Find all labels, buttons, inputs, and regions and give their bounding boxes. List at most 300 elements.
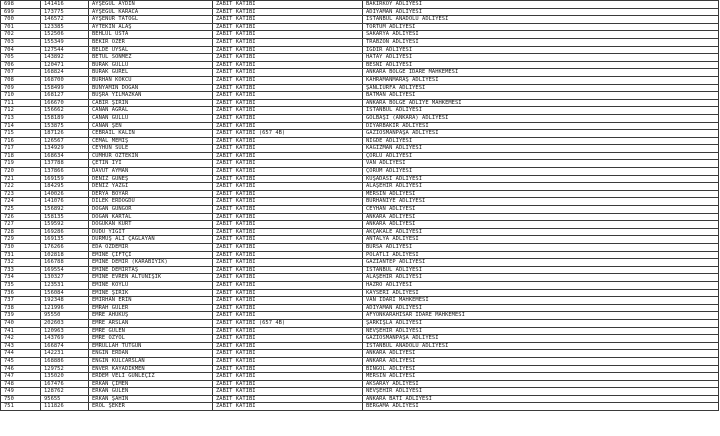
table-row bbox=[1, 342, 719, 350]
registry-number-cell: 169554 bbox=[41, 266, 89, 274]
full-name-cell: DOĞUKAN KURT bbox=[89, 221, 213, 229]
row-number-cell: 726 bbox=[1, 213, 41, 221]
title-cell: ZABIT KATİBİ (657 4B) bbox=[213, 130, 363, 138]
title-cell: ZABIT KATİBİ bbox=[213, 312, 363, 320]
full-name-cell: EMRE GÜLEN bbox=[89, 327, 213, 335]
row-number-cell: 751 bbox=[1, 403, 41, 411]
court-office-cell: TRABZON ADLİYESİ bbox=[363, 38, 719, 46]
title-cell: ZABIT KATİBİ bbox=[213, 388, 363, 396]
title-cell: ZABIT KATİBİ bbox=[213, 175, 363, 183]
title-cell: ZABIT KATİBİ bbox=[213, 137, 363, 145]
table-row bbox=[1, 1, 719, 9]
registry-number-cell: 156084 bbox=[41, 289, 89, 297]
court-office-cell: KAYSERİ ADLİYESİ bbox=[363, 289, 719, 297]
full-name-cell: DENİZ GÜNEŞ bbox=[89, 175, 213, 183]
full-name-cell: EMRAH GÜLER bbox=[89, 304, 213, 312]
registry-number-cell: 121996 bbox=[41, 304, 89, 312]
full-name-cell: CABİR ŞİRİN bbox=[89, 99, 213, 107]
table-row bbox=[1, 183, 719, 191]
registry-number-cell: 126567 bbox=[41, 137, 89, 145]
court-office-cell: İSTANBUL ADLİYESİ bbox=[363, 107, 719, 115]
full-name-cell: DİLEK ERDOĞDU bbox=[89, 198, 213, 206]
title-cell: ZABIT KATİBİ bbox=[213, 190, 363, 198]
row-number-cell: 700 bbox=[1, 16, 41, 24]
table-row bbox=[1, 289, 719, 297]
title-cell: ZABIT KATİBİ bbox=[213, 183, 363, 191]
title-cell: ZABIT KATİBİ bbox=[213, 54, 363, 62]
row-number-cell: 717 bbox=[1, 145, 41, 153]
title-cell: ZABIT KATİBİ bbox=[213, 152, 363, 160]
full-name-cell: BELDE UYSAL bbox=[89, 46, 213, 54]
court-office-cell: NEVŞEHİR ADLİYESİ bbox=[363, 388, 719, 396]
court-office-cell: VAN İDARİ MAHKEMESİ bbox=[363, 297, 719, 305]
court-office-cell: TORTUM ADLİYESİ bbox=[363, 23, 719, 31]
title-cell: ZABIT KATİBİ bbox=[213, 228, 363, 236]
title-cell: ZABIT KATİBİ bbox=[213, 92, 363, 100]
court-office-cell: ANKARA ADLİYESİ bbox=[363, 221, 719, 229]
court-office-cell: NİĞDE ADLİYESİ bbox=[363, 137, 719, 145]
table-row bbox=[1, 327, 719, 335]
row-number-cell: 704 bbox=[1, 46, 41, 54]
registry-number-cell: 153875 bbox=[41, 122, 89, 130]
full-name-cell: CEMAL MEMİŞ bbox=[89, 137, 213, 145]
court-office-cell: ANKARA BÖLGE ADLİYE MAHKEMESİ bbox=[363, 99, 719, 107]
row-number-cell: 713 bbox=[1, 114, 41, 122]
title-cell: ZABIT KATİBİ bbox=[213, 289, 363, 297]
title-cell: ZABIT KATİBİ bbox=[213, 122, 363, 130]
registry-number-cell: 168634 bbox=[41, 152, 89, 160]
full-name-cell: EMİNE ÇİFTÇİ bbox=[89, 251, 213, 259]
table-row bbox=[1, 395, 719, 403]
row-number-cell: 709 bbox=[1, 84, 41, 92]
registry-number-cell: 156892 bbox=[41, 206, 89, 214]
full-name-cell: EMİNE DEMİRTAŞ bbox=[89, 266, 213, 274]
title-cell: ZABIT KATİBİ bbox=[213, 244, 363, 252]
row-number-cell: 720 bbox=[1, 168, 41, 176]
row-number-cell: 746 bbox=[1, 365, 41, 373]
row-number-cell: 734 bbox=[1, 274, 41, 282]
title-cell: ZABIT KATİBİ bbox=[213, 373, 363, 381]
table-row bbox=[1, 122, 719, 130]
registry-number-cell: 137788 bbox=[41, 160, 89, 168]
full-name-cell: EDA ÖZDEMİR bbox=[89, 244, 213, 252]
title-cell: ZABIT KATİBİ bbox=[213, 213, 363, 221]
title-cell: ZABIT KATİBİ bbox=[213, 1, 363, 9]
title-cell: ZABIT KATİBİ bbox=[213, 46, 363, 54]
table-row bbox=[1, 266, 719, 274]
table-row bbox=[1, 236, 719, 244]
row-number-cell: 724 bbox=[1, 198, 41, 206]
row-number-cell: 737 bbox=[1, 297, 41, 305]
registry-number-cell: 127544 bbox=[41, 46, 89, 54]
full-name-cell: ENVER KAYADİKMEN bbox=[89, 365, 213, 373]
row-number-cell: 750 bbox=[1, 395, 41, 403]
title-cell: ZABIT KATİBİ bbox=[213, 107, 363, 115]
table-row bbox=[1, 380, 719, 388]
table-row bbox=[1, 319, 719, 327]
table-row bbox=[1, 365, 719, 373]
registry-number-cell: 187126 bbox=[41, 130, 89, 138]
table-row bbox=[1, 84, 719, 92]
row-number-cell: 718 bbox=[1, 152, 41, 160]
table-row bbox=[1, 206, 719, 214]
registry-number-cell: 169159 bbox=[41, 175, 89, 183]
row-number-cell: 738 bbox=[1, 304, 41, 312]
registry-number-cell: 156662 bbox=[41, 107, 89, 115]
table-row bbox=[1, 69, 719, 77]
full-name-cell: CEBRAİL KALIN bbox=[89, 130, 213, 138]
court-office-cell: ANKARA ADLİYESİ bbox=[363, 213, 719, 221]
table-row bbox=[1, 130, 719, 138]
full-name-cell: ERKAN ÇİMEN bbox=[89, 380, 213, 388]
title-cell: ZABIT KATİBİ bbox=[213, 350, 363, 358]
row-number-cell: 706 bbox=[1, 61, 41, 69]
court-office-cell: ANTALYA ADLİYESİ bbox=[363, 236, 719, 244]
full-name-cell: EMİRHAN ERİN bbox=[89, 297, 213, 305]
table-row bbox=[1, 274, 719, 282]
row-number-cell: 701 bbox=[1, 23, 41, 31]
court-office-cell: SAKARYA ADLİYESİ bbox=[363, 31, 719, 39]
title-cell: ZABIT KATİBİ bbox=[213, 99, 363, 107]
title-cell: ZABIT KATİBİ bbox=[213, 114, 363, 122]
full-name-cell: BURHAN KOKCU bbox=[89, 76, 213, 84]
title-cell: ZABIT KATİBİ bbox=[213, 198, 363, 206]
registry-number-cell: 184295 bbox=[41, 183, 89, 191]
full-name-cell: CANAN GÜLLÜ bbox=[89, 114, 213, 122]
title-cell: ZABIT KATİBİ bbox=[213, 380, 363, 388]
full-name-cell: ENGİN ERDAN bbox=[89, 350, 213, 358]
court-office-cell: ANKARA BATI ADLİYESİ bbox=[363, 395, 719, 403]
table-row bbox=[1, 23, 719, 31]
table-row bbox=[1, 152, 719, 160]
row-number-cell: 744 bbox=[1, 350, 41, 358]
full-name-cell: EMRE AHUKUŞ bbox=[89, 312, 213, 320]
full-name-cell: DAVUT AYMAN bbox=[89, 168, 213, 176]
table-body bbox=[1, 1, 719, 411]
table-row bbox=[1, 281, 719, 289]
registry-number-cell: 176266 bbox=[41, 244, 89, 252]
row-number-cell: 727 bbox=[1, 221, 41, 229]
row-number-cell: 742 bbox=[1, 335, 41, 343]
court-office-cell: NEVŞEHİR ADLİYESİ bbox=[363, 327, 719, 335]
row-number-cell: 719 bbox=[1, 160, 41, 168]
full-name-cell: ENGİN KULCARSLAN bbox=[89, 357, 213, 365]
registry-number-cell: 202603 bbox=[41, 319, 89, 327]
court-office-cell: BİNGÖL ADLİYESİ bbox=[363, 365, 719, 373]
court-office-cell: ÇORUM ADLİYESİ bbox=[363, 168, 719, 176]
title-cell: ZABIT KATİBİ bbox=[213, 365, 363, 373]
title-cell: ZABIT KATİBİ bbox=[213, 69, 363, 77]
full-name-cell: AYŞEGÜL KARACA bbox=[89, 8, 213, 16]
full-name-cell: EMRULLAH TUTGUN bbox=[89, 342, 213, 350]
table-row bbox=[1, 46, 719, 54]
row-number-cell: 745 bbox=[1, 357, 41, 365]
registry-number-cell: 159592 bbox=[41, 221, 89, 229]
title-cell: ZABIT KATİBİ bbox=[213, 160, 363, 168]
row-number-cell: 729 bbox=[1, 236, 41, 244]
registry-number-cell: 120471 bbox=[41, 61, 89, 69]
row-number-cell: 715 bbox=[1, 130, 41, 138]
row-number-cell: 747 bbox=[1, 373, 41, 381]
row-number-cell: 705 bbox=[1, 54, 41, 62]
registry-number-cell: 168700 bbox=[41, 76, 89, 84]
full-name-cell: DENİZ YAZGI bbox=[89, 183, 213, 191]
court-office-cell: GAZİANTEP ADLİYESİ bbox=[363, 259, 719, 267]
title-cell: ZABIT KATİBİ bbox=[213, 335, 363, 343]
title-cell: ZABIT KATİBİ bbox=[213, 403, 363, 411]
title-cell: ZABIT KATİBİ bbox=[213, 251, 363, 259]
court-office-cell: IĞDIR ADLİYESİ bbox=[363, 46, 719, 54]
registry-number-cell: 140026 bbox=[41, 190, 89, 198]
row-number-cell: 748 bbox=[1, 380, 41, 388]
registry-number-cell: 167476 bbox=[41, 380, 89, 388]
title-cell: ZABIT KATİBİ bbox=[213, 357, 363, 365]
row-number-cell: 740 bbox=[1, 319, 41, 327]
court-office-cell: BURSA ADLİYESİ bbox=[363, 244, 719, 252]
title-cell: ZABIT KATİBİ bbox=[213, 38, 363, 46]
full-name-cell: CANAN ŞEN bbox=[89, 122, 213, 130]
full-name-cell: EROL ŞEKER bbox=[89, 403, 213, 411]
full-name-cell: AYŞEGÜL AYDIN bbox=[89, 1, 213, 9]
row-number-cell: 732 bbox=[1, 259, 41, 267]
title-cell: ZABIT KATİBİ bbox=[213, 23, 363, 31]
registry-number-cell: 192348 bbox=[41, 297, 89, 305]
court-office-cell: CEYHAN ADLİYESİ bbox=[363, 206, 719, 214]
row-number-cell: 728 bbox=[1, 228, 41, 236]
table-row bbox=[1, 373, 719, 381]
court-office-cell: İSTANBUL ANADOLU ADLİYESİ bbox=[363, 342, 719, 350]
court-office-cell: GAZİOSMANPAŞA ADLİYESİ bbox=[363, 335, 719, 343]
title-cell: ZABIT KATİBİ bbox=[213, 168, 363, 176]
court-office-cell: ÇORLU ADLİYESİ bbox=[363, 152, 719, 160]
registry-number-cell: 158135 bbox=[41, 213, 89, 221]
court-office-cell: KAHRAMANMARAŞ ADLİYESİ bbox=[363, 76, 719, 84]
registry-number-cell: 146572 bbox=[41, 16, 89, 24]
full-name-cell: DURMUŞ ALİ ÇAĞLAYAN bbox=[89, 236, 213, 244]
title-cell: ZABIT KATİBİ bbox=[213, 16, 363, 24]
table-row bbox=[1, 168, 719, 176]
court-office-cell: KAĞIZMAN ADLİYESİ bbox=[363, 145, 719, 153]
full-name-cell: BÜŞRA YILMAZKAN bbox=[89, 92, 213, 100]
court-office-cell: ANKARA BÖLGE İDARE MAHKEMESİ bbox=[363, 69, 719, 77]
table-row bbox=[1, 61, 719, 69]
court-office-cell: GAZİOSMANPAŞA ADLİYESİ bbox=[363, 130, 719, 138]
table-row bbox=[1, 54, 719, 62]
full-name-cell: DERYA BOYAR bbox=[89, 190, 213, 198]
title-cell: ZABIT KATİBİ bbox=[213, 31, 363, 39]
court-office-cell: ALAŞEHİR ADLİYESİ bbox=[363, 274, 719, 282]
registry-number-cell: 168886 bbox=[41, 357, 89, 365]
row-number-cell: 736 bbox=[1, 289, 41, 297]
court-office-cell: ADIYAMAN ADLİYESİ bbox=[363, 304, 719, 312]
title-cell: ZABIT KATİBİ bbox=[213, 281, 363, 289]
row-number-cell: 722 bbox=[1, 183, 41, 191]
full-name-cell: AYTEKİN ALAŞ bbox=[89, 23, 213, 31]
full-name-cell: ERKAN GÜLEN bbox=[89, 388, 213, 396]
title-cell: ZABIT KATİBİ bbox=[213, 236, 363, 244]
registry-number-cell: 128762 bbox=[41, 388, 89, 396]
full-name-cell: BURAK GÜREL bbox=[89, 69, 213, 77]
full-name-cell: CUMHUR ÖZTEKİN bbox=[89, 152, 213, 160]
table-row bbox=[1, 213, 719, 221]
court-office-cell: BAKIRKÖY ADLİYESİ bbox=[363, 1, 719, 9]
row-number-cell: 723 bbox=[1, 190, 41, 198]
registry-number-cell: 169286 bbox=[41, 228, 89, 236]
court-office-cell: İSTANBUL ANADOLU ADLİYESİ bbox=[363, 16, 719, 24]
title-cell: ZABIT KATİBİ bbox=[213, 259, 363, 267]
registry-number-cell: 130327 bbox=[41, 274, 89, 282]
row-number-cell: 708 bbox=[1, 76, 41, 84]
table-row bbox=[1, 198, 719, 206]
full-name-cell: DOĞAN GÜNGÖR bbox=[89, 206, 213, 214]
table-row bbox=[1, 350, 719, 358]
table-row bbox=[1, 335, 719, 343]
full-name-cell: BÜNYAMİN DOĞAN bbox=[89, 84, 213, 92]
row-number-cell: 711 bbox=[1, 99, 41, 107]
court-office-cell: İSTANBUL ADLİYESİ bbox=[363, 266, 719, 274]
court-office-cell: GÖLBAŞI (ANKARA) ADLİYESİ bbox=[363, 114, 719, 122]
court-office-cell: ANKARA ADLİYESİ bbox=[363, 350, 719, 358]
full-name-cell: EMİNE DEMİR (KARABIYIK) bbox=[89, 259, 213, 267]
full-name-cell: BEKİR ÖZER bbox=[89, 38, 213, 46]
registry-number-cell: 141076 bbox=[41, 198, 89, 206]
row-number-cell: 716 bbox=[1, 137, 41, 145]
registry-number-cell: 137866 bbox=[41, 168, 89, 176]
registry-number-cell: 134929 bbox=[41, 145, 89, 153]
table-row bbox=[1, 259, 719, 267]
table-row bbox=[1, 388, 719, 396]
registry-number-cell: 111826 bbox=[41, 403, 89, 411]
title-cell: ZABIT KATİBİ bbox=[213, 327, 363, 335]
full-name-cell: ÇETİN İYİ bbox=[89, 160, 213, 168]
row-number-cell: 730 bbox=[1, 244, 41, 252]
registry-number-cell: 143892 bbox=[41, 54, 89, 62]
title-cell: ZABIT KATİBİ bbox=[213, 84, 363, 92]
registry-number-cell: 152506 bbox=[41, 31, 89, 39]
row-number-cell: 725 bbox=[1, 206, 41, 214]
registry-number-cell: 169135 bbox=[41, 236, 89, 244]
full-name-cell: EMİNE KÖYLÜ bbox=[89, 281, 213, 289]
full-name-cell: CEYHUN SÜLE bbox=[89, 145, 213, 153]
table-row bbox=[1, 137, 719, 145]
row-number-cell: 707 bbox=[1, 69, 41, 77]
court-office-cell: DİYARBAKIR ADLİYESİ bbox=[363, 122, 719, 130]
title-cell: ZABIT KATİBİ bbox=[213, 395, 363, 403]
title-cell: ZABIT KATİBİ (657 4B) bbox=[213, 319, 363, 327]
registry-number-cell: 158189 bbox=[41, 114, 89, 122]
title-cell: ZABIT KATİBİ bbox=[213, 304, 363, 312]
full-name-cell: EMİNE EVREN ALTUNIŞIK bbox=[89, 274, 213, 282]
court-office-cell: AKÇAKALE ADLİYESİ bbox=[363, 228, 719, 236]
row-number-cell: 749 bbox=[1, 388, 41, 396]
title-cell: ZABIT KATİBİ bbox=[213, 8, 363, 16]
title-cell: ZABIT KATİBİ bbox=[213, 221, 363, 229]
title-cell: ZABIT KATİBİ bbox=[213, 61, 363, 69]
court-office-cell: BURHANİYE ADLİYESİ bbox=[363, 198, 719, 206]
row-number-cell: 714 bbox=[1, 122, 41, 130]
table-row bbox=[1, 114, 719, 122]
row-number-cell: 710 bbox=[1, 92, 41, 100]
row-number-cell: 735 bbox=[1, 281, 41, 289]
court-office-cell: POLATLI ADLİYESİ bbox=[363, 251, 719, 259]
row-number-cell: 721 bbox=[1, 175, 41, 183]
full-name-cell: BURAK GÜLLÜ bbox=[89, 61, 213, 69]
registry-number-cell: 166788 bbox=[41, 259, 89, 267]
table-row bbox=[1, 107, 719, 115]
table-row bbox=[1, 228, 719, 236]
registry-number-cell: 102818 bbox=[41, 251, 89, 259]
table-row bbox=[1, 38, 719, 46]
row-number-cell: 712 bbox=[1, 107, 41, 115]
row-number-cell: 743 bbox=[1, 342, 41, 350]
court-office-cell: BERGAMA ADLİYESİ bbox=[363, 403, 719, 411]
table-row bbox=[1, 92, 719, 100]
table-row bbox=[1, 31, 719, 39]
title-cell: ZABIT KATİBİ bbox=[213, 145, 363, 153]
full-name-cell: EMİNE ŞİRİK bbox=[89, 289, 213, 297]
court-office-cell: VAN ADLİYESİ bbox=[363, 160, 719, 168]
full-name-cell: EMRE ARSLAN bbox=[89, 319, 213, 327]
registry-number-cell: 129752 bbox=[41, 365, 89, 373]
full-name-cell: BEHLÜL USTA bbox=[89, 31, 213, 39]
table-row bbox=[1, 76, 719, 84]
registry-number-cell: 168127 bbox=[41, 92, 89, 100]
court-office-cell: ŞARKIŞLA ADLİYESİ bbox=[363, 319, 719, 327]
table-row bbox=[1, 403, 719, 411]
court-office-cell: MERSİN ADLİYESİ bbox=[363, 190, 719, 198]
row-number-cell: 698 bbox=[1, 1, 41, 9]
court-office-cell: ANKARA ADLİYESİ bbox=[363, 357, 719, 365]
title-cell: ZABIT KATİBİ bbox=[213, 206, 363, 214]
row-number-cell: 739 bbox=[1, 312, 41, 320]
court-office-cell: ADIYAMAN ADLİYESİ bbox=[363, 8, 719, 16]
registry-number-cell: 166670 bbox=[41, 99, 89, 107]
full-name-cell: DOĞAN KARTAL bbox=[89, 213, 213, 221]
court-office-cell: AKSARAY ADLİYESİ bbox=[363, 380, 719, 388]
registry-number-cell: 158499 bbox=[41, 84, 89, 92]
full-name-cell: CANAN AĞRAL bbox=[89, 107, 213, 115]
full-name-cell: DUDU YİĞİT bbox=[89, 228, 213, 236]
court-office-cell: BESNİ ADLİYESİ bbox=[363, 61, 719, 69]
title-cell: ZABIT KATİBİ bbox=[213, 274, 363, 282]
court-office-cell: MERSİN ADLİYESİ bbox=[363, 373, 719, 381]
table-row bbox=[1, 175, 719, 183]
table-row bbox=[1, 251, 719, 259]
title-cell: ZABIT KATİBİ bbox=[213, 342, 363, 350]
full-name-cell: BETÜL SÖNMEZ bbox=[89, 54, 213, 62]
title-cell: ZABIT KATİBİ bbox=[213, 266, 363, 274]
registry-number-cell: 123385 bbox=[41, 23, 89, 31]
row-number-cell: 733 bbox=[1, 266, 41, 274]
registry-number-cell: 120963 bbox=[41, 327, 89, 335]
court-office-cell: HATAY ADLİYESİ bbox=[363, 54, 719, 62]
table-row bbox=[1, 99, 719, 107]
registry-number-cell: 168824 bbox=[41, 69, 89, 77]
registry-number-cell: 166874 bbox=[41, 342, 89, 350]
table-row bbox=[1, 16, 719, 24]
registry-number-cell: 155349 bbox=[41, 38, 89, 46]
registry-number-cell: 135020 bbox=[41, 373, 89, 381]
registry-number-cell: 142231 bbox=[41, 350, 89, 358]
registry-number-cell: 95655 bbox=[41, 395, 89, 403]
registry-number-cell: 141416 bbox=[41, 1, 89, 9]
court-office-cell: AFYONKARAHİSAR İDARE MAHKEMESİ bbox=[363, 312, 719, 320]
table-row bbox=[1, 357, 719, 365]
table-row bbox=[1, 304, 719, 312]
table-row bbox=[1, 160, 719, 168]
table-row bbox=[1, 244, 719, 252]
table-row bbox=[1, 297, 719, 305]
